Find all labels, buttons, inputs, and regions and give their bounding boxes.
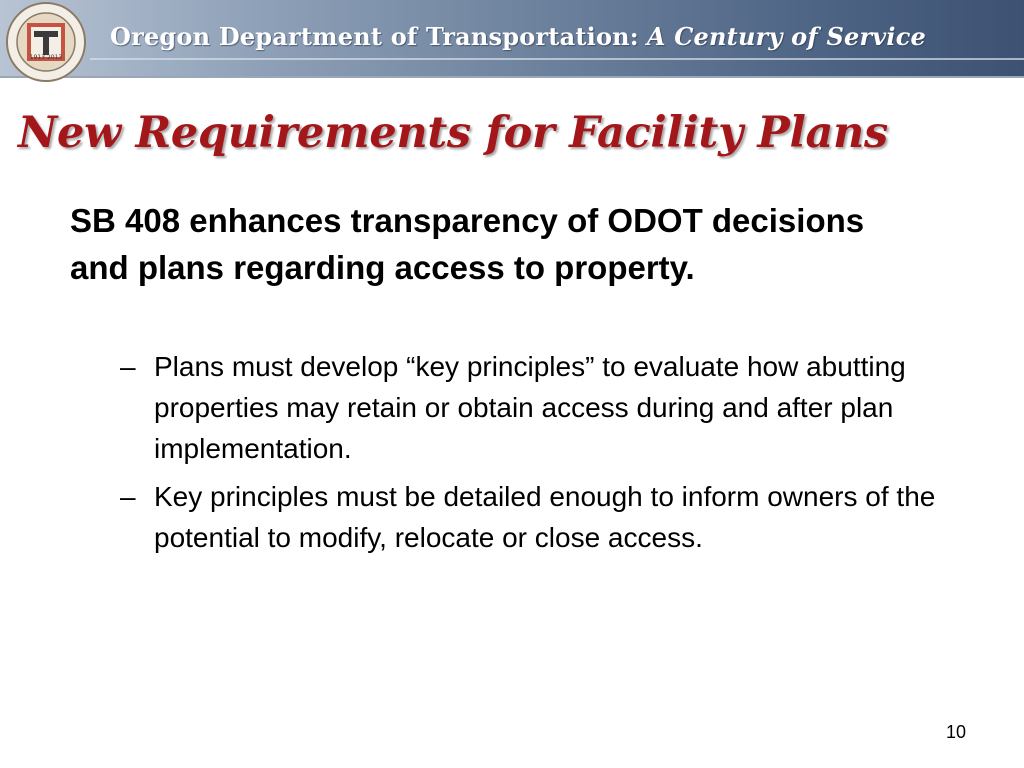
page-number: 10 [946,722,967,742]
sub-bullet-text: Key principles must be detailed enough to inform owners of the potential to modify, relocate or close access. [154,481,936,553]
svg-text:1913 2013: 1913 2013 [29,54,63,61]
dash-marker: – [120,481,136,512]
sub-bullet-list [114,346,964,565]
sub-bullet-item [114,346,964,469]
main-bullet: SB 408 enhances transparency of ODOT decisions and plans regarding access to property. [70,202,865,286]
header-tagline: A Century of Service [646,22,927,51]
sub-bullet-item [114,476,964,558]
odot-centennial-seal-icon [5,1,87,83]
dash-marker: – [120,351,136,382]
organization-name: Oregon Department of Transportation: [110,22,639,51]
slide-title: New Requirements for Facility Plans [18,108,888,158]
header-divider [90,58,1024,60]
sub-bullet-text: Plans must develop “key principles” to evaluate how abutting properties may retain or obtain access during and after plan implementation. [154,351,906,464]
header-title [110,22,926,51]
